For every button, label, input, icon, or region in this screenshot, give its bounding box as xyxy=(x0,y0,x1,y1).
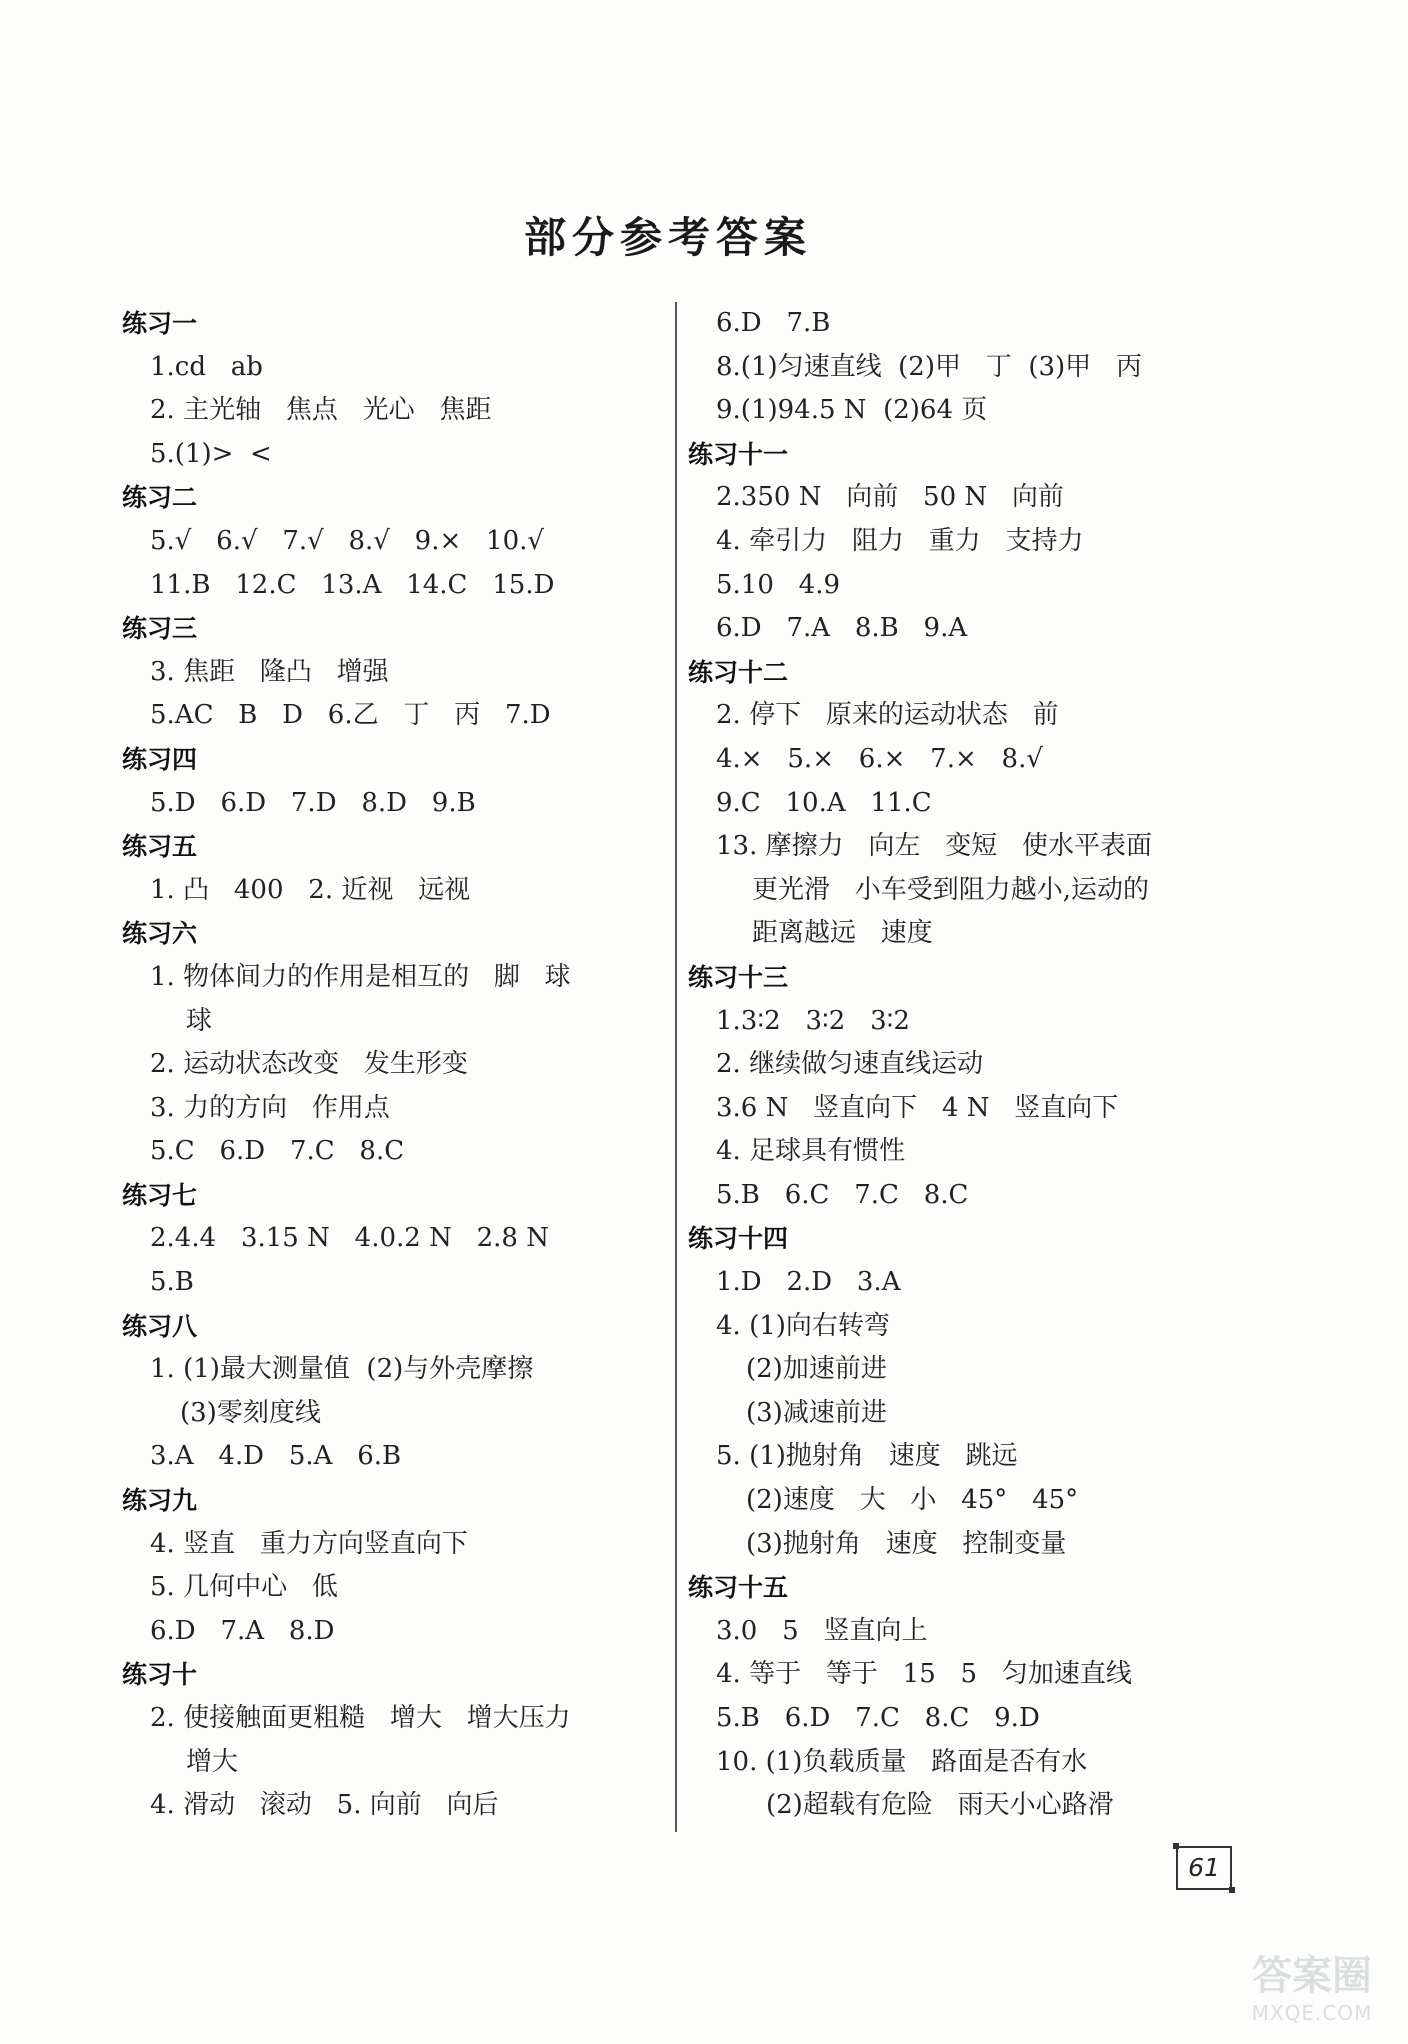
answer-line: 8.(1)匀速直线 (2)甲 丁 (3)甲 丙 xyxy=(716,351,1142,382)
answer-line: 11.B 12.C 13.A 14.C 15.D xyxy=(150,569,555,600)
answer-line: 5.C 6.D 7.C 8.C xyxy=(150,1136,405,1167)
answer-line: 球 xyxy=(186,1005,213,1036)
answer-line: 1. (1)最大测量值 (2)与外壳摩擦 xyxy=(150,1354,534,1385)
answer-line: 2. 继续做匀速直线运动 xyxy=(716,1049,984,1080)
page-title: 部分参考答案 xyxy=(523,213,812,262)
answer-line: 6.D 7.A 8.D xyxy=(150,1615,335,1646)
section-heading: 练习十四 xyxy=(688,1224,789,1254)
answer-line: 5.(1)> < xyxy=(150,438,272,469)
answer-line: 1.cd ab xyxy=(150,351,263,382)
answer-line: 4. 牵引力 阻力 重力 支持力 xyxy=(716,525,1084,556)
section-heading: 练习七 xyxy=(122,1180,198,1210)
answer-line: 更光滑 小车受到阻力越小,运动的 xyxy=(752,874,1150,905)
answer-line: 4. 等于 等于 15 5 匀加速直线 xyxy=(716,1659,1132,1690)
section-heading: 练习十三 xyxy=(688,962,789,992)
answer-line: 2. 运动状态改变 发生形变 xyxy=(150,1049,468,1080)
page-number: 61 xyxy=(1176,1846,1232,1890)
section-heading: 练习十一 xyxy=(688,439,789,469)
answer-line: (2)加速前进 xyxy=(746,1354,887,1385)
answer-line: 5.AC B D 6.乙 丁 丙 7.D xyxy=(150,700,551,731)
answer-line: 9.C 10.A 11.C xyxy=(716,787,932,818)
answer-line: 3.0 5 竖直向上 xyxy=(716,1615,928,1646)
answer-line: 5. 几何中心 低 xyxy=(150,1572,338,1603)
answer-line: 1. 物体间力的作用是相互的 脚 球 xyxy=(150,961,571,992)
section-heading: 练习十二 xyxy=(688,657,789,687)
answer-line: 3. 焦距 隆凸 增强 xyxy=(150,656,389,687)
answer-line: 5.B 6.C 7.C 8.C xyxy=(716,1179,969,1210)
answer-line: 5.D 6.D 7.D 8.D 9.B xyxy=(150,787,476,818)
section-heading: 练习十五 xyxy=(688,1573,789,1603)
answer-line: (3)减速前进 xyxy=(746,1397,887,1428)
answer-line: 2.350 N 向前 50 N 向前 xyxy=(716,482,1064,513)
answer-line: 2.4.4 3.15 N 4.0.2 N 2.8 N xyxy=(150,1223,549,1254)
section-heading: 练习八 xyxy=(122,1311,198,1341)
answer-line: 1. 凸 400 2. 近视 远视 xyxy=(150,874,471,905)
right-answer-column xyxy=(688,302,1248,1828)
watermark-text: 答案圈 xyxy=(1252,1953,1372,1999)
section-heading: 练习五 xyxy=(122,832,198,862)
answer-line: (2)速度 大 小 45° 45° xyxy=(746,1485,1079,1516)
section-heading: 练习一 xyxy=(122,309,198,338)
answer-line: 9.(1)94.5 N (2)64 页 xyxy=(716,395,988,426)
section-heading: 练习十 xyxy=(122,1660,198,1690)
answer-line: 增大 xyxy=(186,1746,239,1777)
answer-line: 3.6 N 竖直向下 4 N 竖直向下 xyxy=(716,1092,1119,1123)
answer-line: 3. 力的方向 作用点 xyxy=(150,1092,390,1123)
answer-line: (3)零刻度线 xyxy=(180,1397,321,1428)
column-divider xyxy=(675,302,677,1832)
section-heading: 练习二 xyxy=(122,483,198,513)
answer-line: (2)超载有危险 雨天小心路滑 xyxy=(766,1790,1114,1821)
answer-line: 距离越远 速度 xyxy=(752,918,933,949)
answer-line: 5.B xyxy=(150,1267,194,1298)
answer-line: 4. (1)向右转弯 xyxy=(716,1310,890,1341)
answer-line: 6.D 7.A 8.B 9.A xyxy=(716,613,968,644)
answer-line: 2. 停下 原来的运动状态 前 xyxy=(716,700,1059,731)
left-answer-column xyxy=(122,302,662,1828)
answer-line: 4.× 5.× 6.× 7.× 8.√ xyxy=(716,743,1043,774)
answer-line: (3)抛射角 速度 控制变量 xyxy=(746,1528,1067,1559)
section-heading: 练习四 xyxy=(122,744,198,774)
answer-line: 5.√ 6.√ 7.√ 8.√ 9.× 10.√ xyxy=(150,525,544,556)
answer-line: 3.A 4.D 5.A 6.B xyxy=(150,1441,402,1472)
answer-line: 5.B 6.D 7.C 8.C 9.D xyxy=(716,1703,1040,1733)
answer-line: 4. 足球具有惯性 xyxy=(716,1136,906,1167)
answer-line: 4. 滑动 滚动 5. 向前 向后 xyxy=(150,1790,499,1821)
watermark-logo xyxy=(1222,1952,1402,2038)
answer-line: 2. 使接触面更粗糙 增大 增大压力 xyxy=(150,1703,571,1733)
answer-line: 13. 摩擦力 向左 变短 使水平表面 xyxy=(716,831,1152,862)
answer-line: 2. 主光轴 焦点 光心 焦距 xyxy=(150,395,492,426)
section-heading: 练习六 xyxy=(122,919,198,949)
answer-line: 1.3∶2 3∶2 3∶2 xyxy=(716,1005,910,1036)
answer-line: 1.D 2.D 3.A xyxy=(716,1267,901,1298)
watermark-url: MXQE.COM xyxy=(1251,2001,1373,2025)
answer-line: 5.10 4.9 xyxy=(716,569,841,600)
answer-line: 10. (1)负载质量 路面是否有水 xyxy=(716,1746,1088,1777)
section-heading: 练习九 xyxy=(122,1486,198,1516)
answer-line: 4. 竖直 重力方向竖直向下 xyxy=(150,1528,468,1559)
answer-line: 6.D 7.B xyxy=(716,308,831,338)
answer-line: 5. (1)抛射角 速度 跳远 xyxy=(716,1441,1018,1472)
section-heading: 练习三 xyxy=(122,614,198,644)
